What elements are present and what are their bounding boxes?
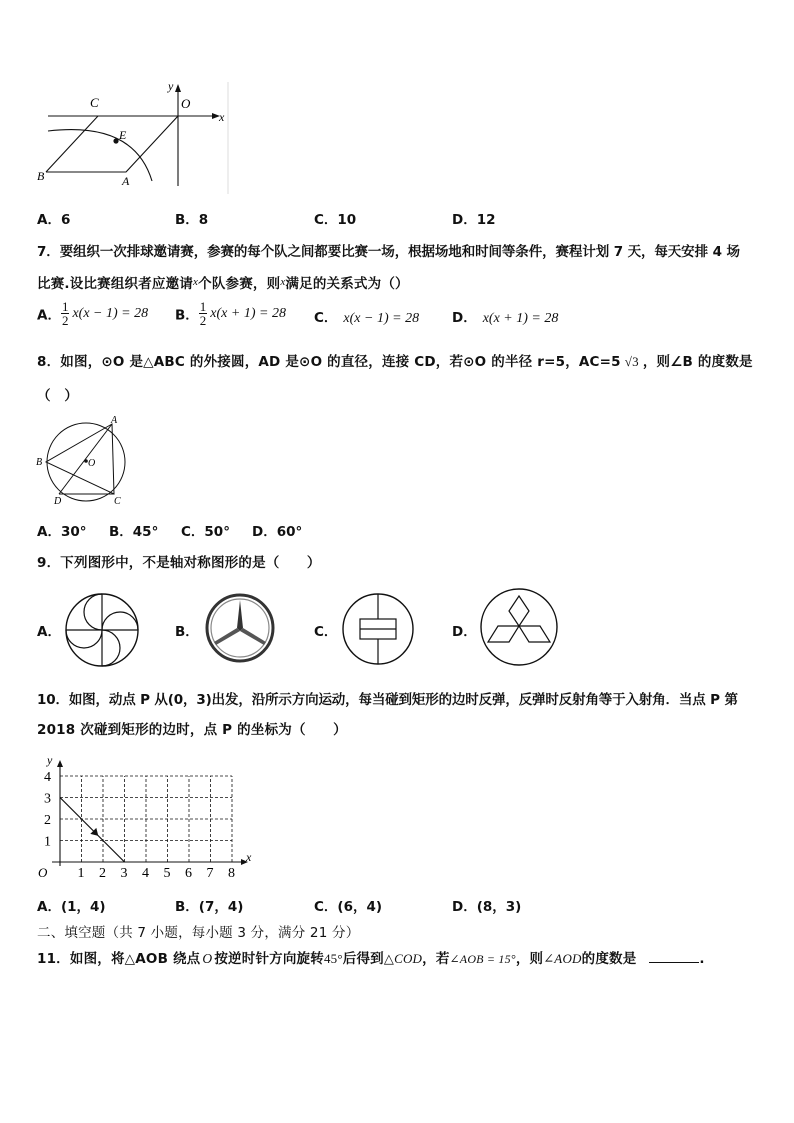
label-o: O: [88, 458, 96, 469]
label-b: B: [36, 457, 43, 468]
q7-var-x1: x: [193, 276, 199, 288]
q9-pinwheel-figure: [62, 590, 142, 670]
x-tick-label: 8: [228, 866, 235, 881]
q9-star-logo-figure: [203, 591, 277, 665]
q8-line1a: 8．如图，⊙O 是△ABC 的外接圆，AD 是⊙O 的直径，连接 CD，若⊙O 的半径 r=5，AC=5: [37, 354, 621, 370]
q11-c: 后得到: [342, 951, 384, 967]
q7-option-c-label: C．: [314, 310, 338, 326]
y-tick-label: 3: [44, 791, 51, 807]
q11-aod: ∠AOD: [543, 951, 582, 966]
origin-label: O: [38, 865, 48, 880]
x-tick-label: 4: [142, 866, 149, 881]
q11-deg: 45°: [323, 951, 343, 966]
y-tick-label: 1: [44, 834, 51, 850]
q7-option-a-frac: [61, 300, 70, 327]
q9-option-c: C．: [314, 624, 338, 640]
label-a: A: [122, 174, 130, 188]
label-x: x: [219, 110, 225, 124]
y-axis-arrow: [57, 760, 63, 767]
q7-option-b-expr: x(x + 1) = 28: [210, 305, 286, 321]
q8-line1b: ，则∠B 的度数是: [642, 354, 753, 370]
q8-sqrt: √3: [624, 354, 639, 369]
q7-option-b-frac: [199, 300, 208, 327]
q7-var-x2: x: [280, 276, 286, 288]
motion-path: [60, 798, 125, 863]
q11-d: ，若: [422, 951, 450, 967]
q8-option-b: B．45°: [109, 524, 159, 540]
q9-diamonds-figure: [478, 586, 560, 668]
label-y: y: [168, 79, 174, 93]
x-axis-label: x: [246, 850, 252, 864]
x-tick-label: 1: [77, 866, 85, 881]
q8-paren: （ ）: [37, 388, 79, 404]
label-o: O: [181, 96, 191, 111]
q11-o: O: [202, 951, 213, 966]
q11-f: 的度数是: [581, 951, 637, 967]
q8-option-d: D．60°: [252, 524, 303, 540]
q7-line2: [37, 272, 409, 292]
q9-option-a: A．: [37, 624, 61, 640]
frac-den: 2: [199, 313, 207, 328]
q6-figure: [34, 76, 234, 194]
q6-option-d: D．12: [452, 212, 496, 228]
q9-title: 9．下列图形中，不是轴对称图形的是（ ）: [37, 555, 321, 571]
label-d: D: [54, 496, 62, 506]
label-a: A: [111, 415, 118, 426]
q7-option-a-expr: x(x − 1) = 28: [72, 305, 149, 321]
q9-option-d: D．: [452, 624, 477, 640]
q10-line1: 10．如图，动点 P 从(0，3)出发，沿所示方向运动，每当碰到矩形的边时反弹，反弹时反射角等于入射角．当点 P 第: [37, 692, 738, 708]
y-tick-label: 4: [44, 770, 51, 785]
q7-option-d-label: D．: [452, 310, 477, 326]
frac-num: 1: [199, 299, 207, 314]
q9-option-b: B．: [175, 624, 199, 640]
q8-figure: [34, 410, 134, 506]
q8-line1: [37, 350, 753, 370]
x-tick-label: 5: [163, 866, 171, 881]
q8-option-a: A．30°: [37, 524, 87, 540]
q7-option-b-label: B．: [175, 307, 199, 324]
q11-a: 11．如图，将△AOB 绕点: [37, 951, 201, 967]
q11-aob: ∠AOB = 15°: [449, 952, 516, 966]
q10-line2: 2018 次碰到矩形的边时，点 P 的坐标为（ ）: [37, 722, 347, 738]
q7-option-c-expr: x(x − 1) = 28: [343, 311, 420, 326]
x-tick-label: 7: [206, 866, 214, 881]
q7-option-d: [452, 306, 558, 327]
label-e: E: [119, 128, 127, 142]
q9-rect-circle-figure: [339, 590, 417, 668]
q11-end: .: [699, 951, 705, 967]
y-tick-label: 2: [44, 813, 51, 828]
y-axis-label: y: [47, 753, 53, 767]
q7-line2c: 满足的关系式为（）: [285, 276, 409, 292]
q11-b: 按逆时针方向旋转: [214, 951, 324, 967]
q8-option-c: C．50°: [181, 524, 230, 540]
q6-option-c: C．10: [314, 212, 357, 228]
x-tick-label: 3: [120, 866, 128, 881]
q10-option-a: A．(1，4): [37, 899, 106, 915]
q11-answer-blank[interactable]: [649, 952, 699, 963]
q11-e: ，则: [515, 951, 544, 967]
q7-option-d-expr: x(x + 1) = 28: [482, 311, 559, 326]
q10-option-d: D．(8，3): [452, 899, 522, 915]
q7-option-a-label: A．: [37, 307, 61, 324]
x-tick-label: 6: [185, 866, 192, 881]
q7-option-a: [37, 300, 148, 327]
q11-cod: △COD: [383, 951, 423, 966]
label-c: C: [90, 95, 99, 110]
q6-option-a: A．6: [37, 212, 71, 228]
q7-line1: 7．要组织一次排球邀请赛，参赛的每个队之间都要比赛一场，根据场地和时间等条件，赛程计划 7 天，每天安排 4 场: [37, 244, 740, 260]
q6-option-b: B．8: [175, 212, 209, 228]
q7-line2a: 比赛.设比赛组织者应邀请: [37, 276, 194, 292]
q7-line2b: 个队参赛，则: [198, 276, 281, 292]
frac-num: 1: [61, 299, 69, 314]
label-b: B: [37, 169, 45, 183]
q11-line: [37, 947, 705, 967]
section-2-heading: 二、填空题（共 7 小题，每小题 3 分，满分 21 分）: [37, 925, 360, 941]
label-c: C: [114, 496, 121, 506]
q10-option-c: C．(6，4): [314, 899, 383, 915]
q10-graph: [34, 744, 260, 884]
frac-den: 2: [61, 313, 69, 328]
x-tick-label: 2: [99, 866, 106, 881]
q10-option-b: B．(7，4): [175, 899, 244, 915]
q7-option-c: [314, 306, 419, 327]
q7-option-b: [175, 300, 286, 327]
